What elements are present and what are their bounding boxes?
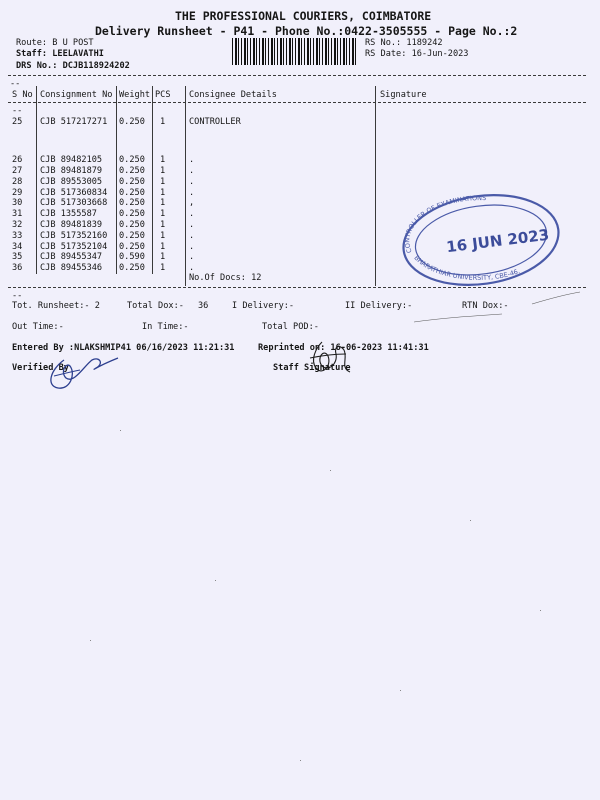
- row-pcs: 1: [160, 242, 166, 252]
- row-consignment: CJB 89455346: [40, 263, 103, 273]
- speck: [470, 520, 471, 521]
- row-pcs: 1: [160, 155, 166, 165]
- speck: [300, 760, 301, 761]
- stamp-ring-top: CONTROLLER OF EXAMINATIONS: [403, 194, 487, 255]
- drs-number: DRS No.: DCJB118924202: [16, 61, 130, 71]
- row-pcs: 1: [160, 177, 166, 187]
- row-weight: 0.250: [119, 166, 145, 176]
- stamp-date: 16 JUN 2023: [445, 225, 551, 257]
- row-sno: 31: [12, 209, 23, 219]
- col-sno: S No: [12, 90, 33, 100]
- rs-date: RS Date: 16-Jun-2023: [365, 49, 469, 59]
- row-consignment: CJB 89455347: [40, 252, 103, 262]
- row-details: .: [189, 166, 195, 176]
- table-row: [0, 117, 600, 128]
- table-row: [0, 177, 600, 188]
- stray-pen-marks: [412, 288, 582, 328]
- row-details: .: [189, 177, 195, 187]
- row-sno: 29: [12, 188, 23, 198]
- entered-by: Entered By :NLAKSHMIP41 06/16/2023 11:21:31: [12, 343, 235, 353]
- speck: [120, 430, 121, 431]
- total-pod: Total POD:-: [262, 322, 319, 332]
- col-pcs: PCS: [155, 90, 171, 100]
- speck: [215, 580, 216, 581]
- stamp-ring-bottom: BHARATHIAR UNIVERSITY, CBE-46.: [412, 253, 522, 282]
- verified-by: Verified By: [12, 363, 69, 373]
- staff-label: Staff: LEELAVATHI: [16, 49, 104, 59]
- tot-runsheet: Tot. Runsheet:- 2: [12, 301, 100, 311]
- total-dox-label: Total Dox:-: [127, 301, 184, 311]
- out-time: Out Time:-: [12, 322, 64, 332]
- col-weight: Weight: [119, 90, 151, 100]
- row-pcs: 1: [160, 166, 166, 176]
- columns-divider: [8, 102, 586, 103]
- row-pcs: 1: [160, 231, 166, 241]
- row-consignment: CJB 89481879: [40, 166, 103, 176]
- row-details: .: [189, 155, 195, 165]
- speck: [330, 470, 331, 471]
- i-delivery: I Delivery:-: [232, 301, 295, 311]
- row-weight: 0.250: [119, 117, 145, 127]
- row-weight: 0.250: [119, 198, 145, 208]
- row-weight: 0.250: [119, 155, 145, 165]
- col-consignee: Consignee Details: [189, 90, 277, 100]
- route-label: Route: B U POST: [16, 38, 94, 48]
- row-weight: 0.250: [119, 220, 145, 230]
- row-pcs: 1: [160, 220, 166, 230]
- rs-number: RS No.: 1189242: [365, 38, 443, 48]
- row-details: ,: [189, 198, 195, 208]
- staff-signature: Staff Signature: [273, 363, 351, 373]
- row-weight: 0.590: [119, 252, 145, 262]
- row-sno: 30: [12, 198, 23, 208]
- staff-signature-scribble: [300, 336, 360, 381]
- verifier-signature: [40, 352, 140, 397]
- speck: [90, 640, 91, 641]
- row-details: .: [189, 252, 195, 262]
- footer-dash: --: [12, 291, 23, 301]
- row-pcs: 1: [160, 209, 166, 219]
- table-row: [0, 166, 600, 177]
- row-sno: 32: [12, 220, 23, 230]
- row-details: .: [189, 263, 195, 273]
- row-sno: 35: [12, 252, 23, 262]
- row-weight: 0.250: [119, 209, 145, 219]
- speck: [400, 690, 401, 691]
- row-sno: 36: [12, 263, 23, 273]
- row-sno: 26: [12, 155, 23, 165]
- table-row: [0, 155, 600, 166]
- reprinted-on: Reprinted on: 16-06-2023 11:41:31: [258, 343, 429, 353]
- row-pcs: 1: [160, 117, 166, 127]
- row-consignment: CJB 89553005: [40, 177, 103, 187]
- barcode: [232, 38, 357, 65]
- row-consignment: CJB 1355587: [40, 209, 97, 219]
- header-divider: [8, 75, 586, 76]
- stamp: [398, 190, 563, 290]
- row-consignment: CJB 89482105: [40, 155, 103, 165]
- row-consignment: CJB 517217271: [40, 117, 108, 127]
- row-weight: 0.250: [119, 231, 145, 241]
- speck: [540, 610, 541, 611]
- row-weight: 0.250: [119, 177, 145, 187]
- row-details: .: [189, 220, 195, 230]
- row-details: .: [189, 209, 195, 219]
- row-consignment: CJB 517352160: [40, 231, 108, 241]
- row-details: .: [189, 242, 195, 252]
- row-pcs: 1: [160, 188, 166, 198]
- in-time: In Time:-: [142, 322, 189, 332]
- ii-delivery: II Delivery:-: [345, 301, 413, 311]
- row-sno: 33: [12, 231, 23, 241]
- row-details: CONTROLLER: [189, 117, 241, 127]
- row-pcs: 1: [160, 198, 166, 208]
- row-details: .: [189, 188, 195, 198]
- row-details: .: [189, 231, 195, 241]
- row-weight: 0.250: [119, 263, 145, 273]
- row-pcs: 1: [160, 252, 166, 262]
- row-weight: 0.250: [119, 188, 145, 198]
- col-signature: Signature: [380, 90, 427, 100]
- row-consignment: CJB 517303668: [40, 198, 108, 208]
- col-consignment: Consignment No: [40, 90, 113, 100]
- mid-dash: --: [12, 106, 23, 116]
- total-dox-value: 36: [198, 301, 209, 311]
- row-sno: 34: [12, 242, 23, 252]
- row-consignment: CJB 517352104: [40, 242, 108, 252]
- pre-header-dash: --: [10, 79, 21, 89]
- row-weight: 0.250: [119, 242, 145, 252]
- runsheet-subtitle: Delivery Runsheet - P41 - Phone No.:0422-3505555 - Page No.:2: [95, 24, 518, 38]
- company-title: THE PROFESSIONAL COURIERS, COIMBATORE: [175, 9, 432, 23]
- row-consignment: CJB 89481839: [40, 220, 103, 230]
- row-consignment: CJB 517360834: [40, 188, 108, 198]
- row-sno: 27: [12, 166, 23, 176]
- no-of-docs: No.Of Docs: 12: [189, 273, 262, 283]
- rtn-dox: RTN Dox:-: [462, 301, 509, 311]
- row-pcs: 1: [160, 263, 166, 273]
- row-sno: 28: [12, 177, 23, 187]
- row-sno: 25: [12, 117, 23, 127]
